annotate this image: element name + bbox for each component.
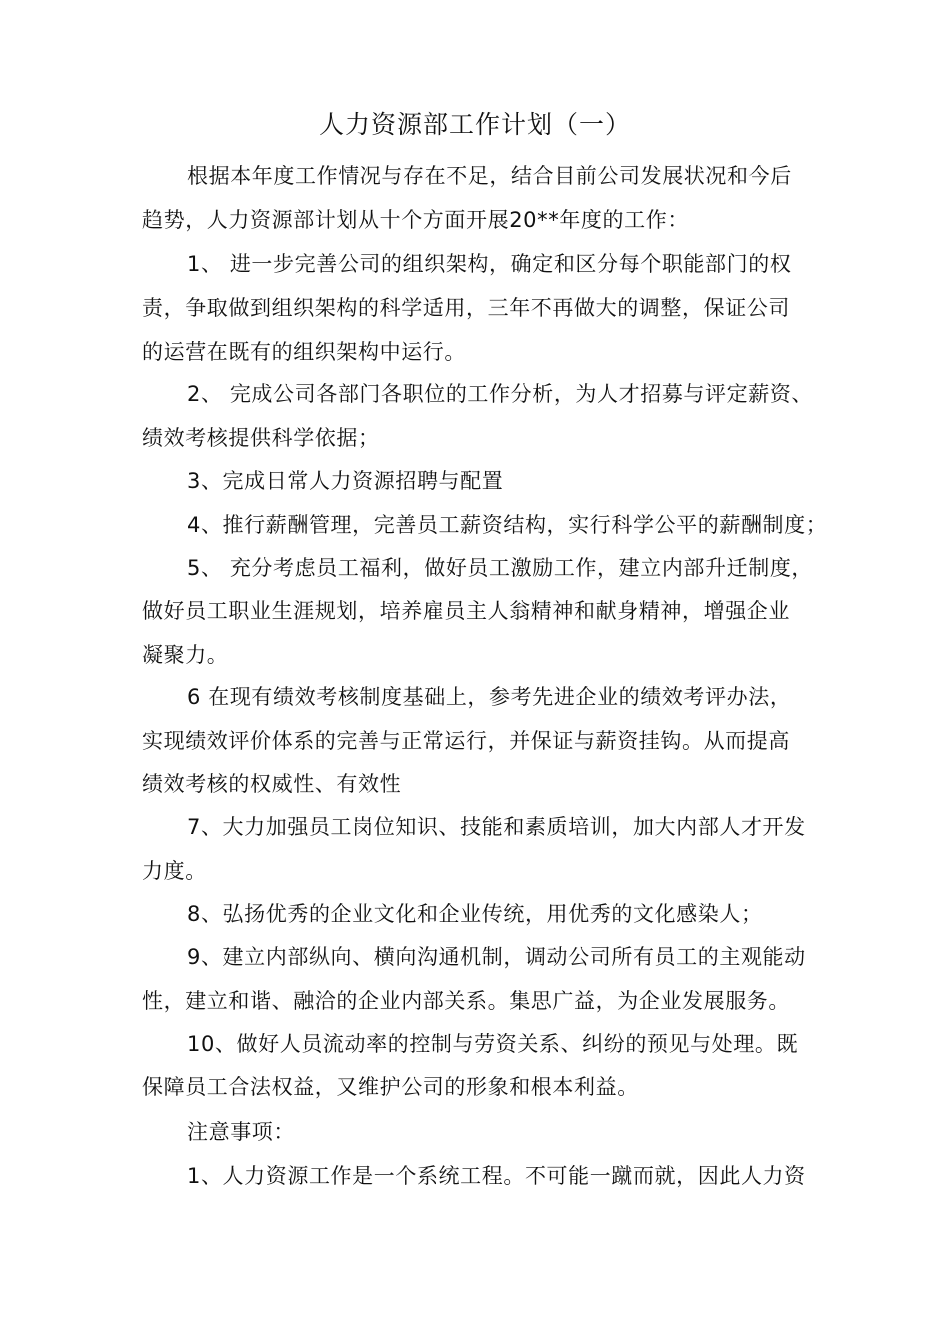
notes-heading: 注意事项： <box>187 1120 295 1144</box>
text-line: 做好员工职业生涯规划，培养雇员主人翁精神和献身精神，增强企业 <box>142 599 790 623</box>
text-line: 根据本年度工作情况与存在不足，结合目前公司发展状况和今后 <box>187 164 792 188</box>
text-line: 力度。 <box>142 859 207 883</box>
text-line: 责，争取做到组织架构的科学适用，三年不再做大的调整，保证公司 <box>142 296 790 320</box>
text-line: 4、推行薪酬管理，完善员工薪资结构，实行科学公平的薪酬制度； <box>187 513 828 537</box>
text-line: 1、人力资源工作是一个系统工程。不可能一蹴而就，因此人力资 <box>187 1164 806 1188</box>
document-title: 人力资源部工作计划（一） <box>318 110 631 139</box>
text-line: 绩效考核的权威性、有效性 <box>142 772 402 796</box>
text-line: 2、 完成公司各部门各职位的工作分析，为人才招募与评定薪资、 <box>187 382 814 406</box>
text-line: 的运营在既有的组织架构中运行。 <box>142 340 466 364</box>
text-line: 绩效考核提供科学依据； <box>142 426 380 450</box>
text-line: 保障员工合法权益，又维护公司的形象和根本利益。 <box>142 1075 639 1099</box>
text-line: 10、做好人员流动率的控制与劳资关系、纠纷的预见与处理。既 <box>187 1032 799 1056</box>
text-line: 9、建立内部纵向、横向沟通机制，调动公司所有员工的主观能动 <box>187 945 806 969</box>
text-line: 趋势，人力资源部计划从十个方面开展20**年度的工作： <box>142 208 689 232</box>
text-line: 5、 充分考虑员工福利，做好员工激励工作，建立内部升迁制度， <box>187 556 814 580</box>
text-line: 1、 进一步完善公司的组织架构，确定和区分每个职能部门的权 <box>187 252 792 276</box>
text-line: 实现绩效评价体系的完善与正常运行，并保证与薪资挂钩。从而提高 <box>142 729 790 753</box>
text-line: 7、大力加强员工岗位知识、技能和素质培训，加大内部人才开发 <box>187 815 806 839</box>
text-line: 8、弘扬优秀的企业文化和企业传统，用优秀的文化感染人； <box>187 902 763 926</box>
text-line: 3、完成日常人力资源招聘与配置 <box>187 469 504 493</box>
text-line: 性，建立和谐、融洽的企业内部关系。集思广益，为企业发展服务。 <box>142 989 790 1013</box>
text-line: 凝聚力。 <box>142 643 229 667</box>
text-line: 6 在现有绩效考核制度基础上，参考先进企业的绩效考评办法， <box>187 685 792 709</box>
